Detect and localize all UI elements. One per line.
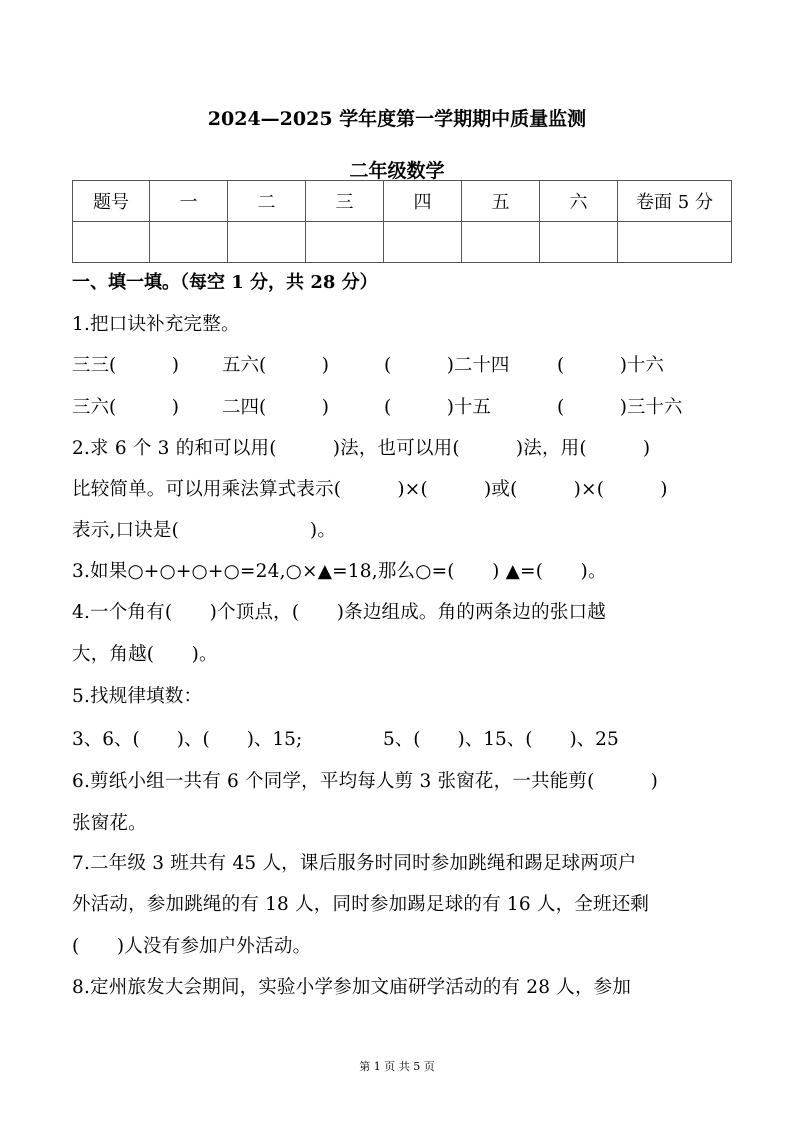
question-2-line-1: 2.求 6 个 3 的和可以用( )法，也可以用( )法，用( ) <box>72 438 651 459</box>
score-blank-cell[interactable] <box>306 222 384 263</box>
score-header-cell: 五 <box>462 181 540 222</box>
score-blank-cell[interactable] <box>618 222 732 263</box>
q1-blank: ( )三十六 <box>557 397 683 418</box>
score-header-cell: 二 <box>228 181 306 222</box>
question-6-line-1: 6.剪纸小组一共有 6 个同学，平均每人剪 3 张窗花，一共能剪( ) <box>72 771 659 792</box>
section-heading: 一、填一填。（每空 1 分，共 28 分） <box>72 272 378 293</box>
question-4-line-1: 4.一个角有( )个顶点，( )条边组成。角的两条边的张口越 <box>72 602 606 623</box>
exam-title: 2024—2025 学年度第一学期期中质量监测 <box>207 108 587 130</box>
score-table-header-row <box>73 181 732 222</box>
question-2-line-2: 比较简单。可以用乘法算式表示( )×( )或( )×( ) <box>72 479 668 500</box>
question-8-line-1: 8.定州旅发大会期间，实验小学参加文庙研学活动的有 28 人，参加 <box>72 977 632 998</box>
score-header-cell: 卷面 5 分 <box>618 181 732 222</box>
question-7-line-1: 7.二年级 3 班共有 45 人，课后服务时同时参加跳绳和踢足球两项户 <box>72 853 637 874</box>
score-blank-cell[interactable] <box>384 222 462 263</box>
score-header-cell: 一 <box>150 181 228 222</box>
score-table <box>72 180 732 263</box>
score-header-cell: 四 <box>384 181 462 222</box>
score-blank-cell[interactable] <box>73 222 150 263</box>
question-4-line-2: 大，角越( )。 <box>72 644 218 665</box>
exam-subtitle: 二年级数学 <box>349 160 445 182</box>
q1-blank: ( )二十四 <box>384 355 510 376</box>
score-table-blank-row <box>73 222 732 263</box>
question-3: 3.如果○+○+○+○=24,○×▲=18,那么○=( ) ▲=( )。 <box>72 561 607 582</box>
question-5-title: 5.找规律填数： <box>72 686 203 707</box>
q1-blank: 三六( ) <box>72 397 179 418</box>
question-7-line-2: 外活动，参加跳绳的有 18 人，同时参加踢足球的有 16 人，全班还剩 <box>72 894 650 915</box>
q1-blank: ( )十六 <box>557 355 664 376</box>
q1-blank: 三三( ) <box>72 355 179 376</box>
score-blank-cell[interactable] <box>462 222 540 263</box>
question-1-title: 1.把口诀补充完整。 <box>72 314 240 335</box>
score-blank-cell[interactable] <box>228 222 306 263</box>
score-header-cell: 六 <box>540 181 618 222</box>
q1-blank: 二四( ) <box>222 397 329 418</box>
score-header-cell: 三 <box>306 181 384 222</box>
score-blank-cell[interactable] <box>540 222 618 263</box>
question-5-sequence-1: 3、6、( )、( )、15; <box>72 729 303 750</box>
score-header-cell: 题号 <box>73 181 150 222</box>
q1-blank: 五六( ) <box>222 355 329 376</box>
question-6-line-2: 张窗花。 <box>72 813 147 834</box>
page-footer: 第 1 页 共 5 页 <box>359 1060 435 1073</box>
question-5-sequence-2: 5、( )、15、( )、25 <box>383 729 619 750</box>
score-blank-cell[interactable] <box>150 222 228 263</box>
question-2-line-3: 表示,口诀是( )。 <box>72 520 337 541</box>
q1-blank: ( )十五 <box>384 397 491 418</box>
question-7-line-3: ( )人没有参加户外活动。 <box>72 936 312 957</box>
